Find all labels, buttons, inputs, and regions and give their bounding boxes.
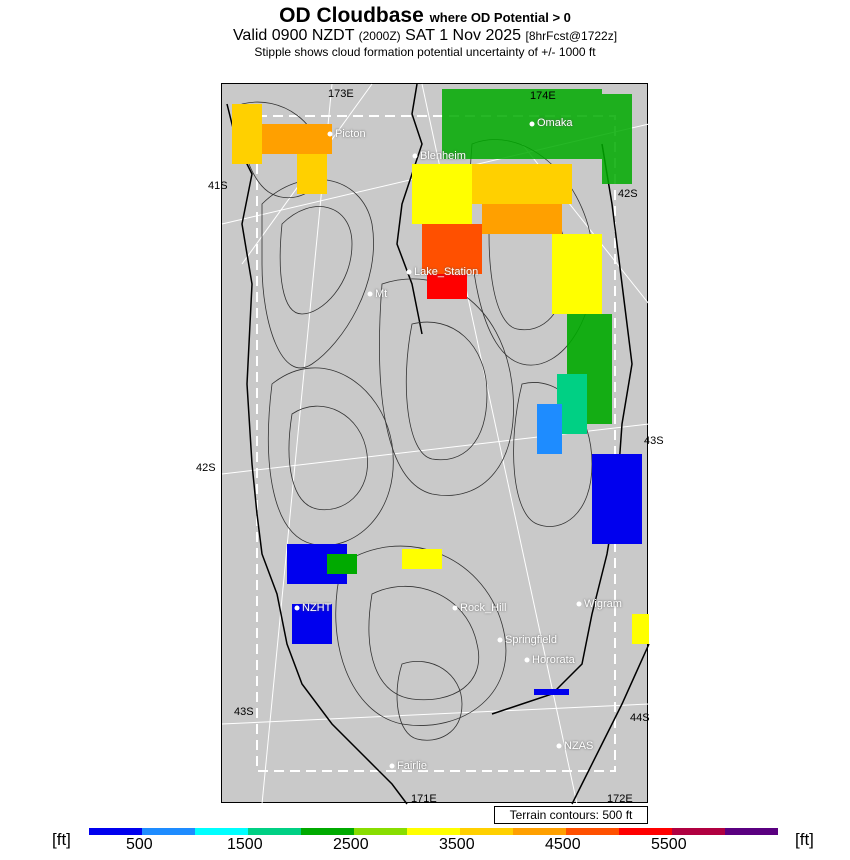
chart-title: [0, 4, 850, 28]
grid-label: 171E: [411, 793, 437, 805]
legend-tick: 5500: [651, 836, 687, 853]
grid-label: 43S: [234, 706, 254, 718]
valid-time: Valid 0900 NZDT: [232, 27, 355, 44]
legend-swatch: [566, 828, 619, 835]
place-label: Omaka: [537, 117, 573, 129]
legend-tick: 500: [126, 836, 153, 853]
stipple-note: Stipple shows cloud formation potential uncertainty of +/- 1000 ft: [254, 45, 596, 59]
place-label: Hororata: [532, 654, 575, 666]
legend-swatch: [301, 828, 354, 835]
legend-swatch: [89, 828, 142, 835]
map-panel: [196, 83, 664, 805]
title-condition: where OD Potential > 0: [429, 10, 571, 25]
legend-tick: 3500: [439, 836, 475, 853]
legend-tick: 4500: [545, 836, 581, 853]
place-label: Lake_Station: [414, 266, 479, 278]
title-main: OD Cloudbase: [279, 4, 424, 27]
legend-unit-left: [ft]: [52, 830, 71, 849]
legend-swatch: [248, 828, 301, 835]
legend-swatch: [354, 828, 407, 835]
legend-swatch: [672, 828, 725, 835]
legend-swatch: [725, 828, 778, 835]
forecast-info: [8hrFcst@1722z]: [525, 29, 618, 43]
legend-swatch: [195, 828, 248, 835]
grid-label: 44S: [630, 712, 650, 724]
grid-label: 42S: [196, 462, 216, 474]
legend-tick: 2500: [333, 836, 369, 853]
valid-date: SAT 1 Nov 2025: [405, 27, 522, 44]
grid-label: 172E: [607, 793, 633, 805]
legend-tick: 1500: [227, 836, 263, 853]
place-label: Blenheim: [420, 150, 466, 162]
legend-swatch: [460, 828, 513, 835]
grid-label: 174E: [530, 90, 556, 102]
grid-label: 43S: [644, 435, 664, 447]
legend-swatch: [407, 828, 460, 835]
place-label: NZAS: [564, 740, 594, 752]
legend-swatch: [619, 828, 672, 835]
place-label: Fairlie: [397, 760, 427, 772]
place-label: Rock_Hill: [460, 602, 507, 614]
map-graphics: [222, 84, 649, 804]
place-label: NZHT: [302, 602, 332, 614]
grid-label: 173E: [328, 88, 354, 100]
grid-label: 41S: [208, 180, 228, 192]
legend-swatch: [142, 828, 195, 835]
place-label: Wigram: [584, 598, 622, 610]
place-label: Picton: [335, 128, 366, 140]
chart-subtitle: [0, 27, 850, 45]
utc-time: (2000Z): [358, 29, 401, 43]
place-label: Springfield: [505, 634, 557, 646]
place-label: Mt: [375, 288, 388, 300]
grid-label: 42S: [618, 188, 638, 200]
legend-unit-right: [ft]: [795, 830, 814, 849]
color-legend: [89, 828, 778, 835]
terrain-contour-note: Terrain contours: 500 ft: [494, 806, 648, 824]
legend-swatch: [513, 828, 566, 835]
